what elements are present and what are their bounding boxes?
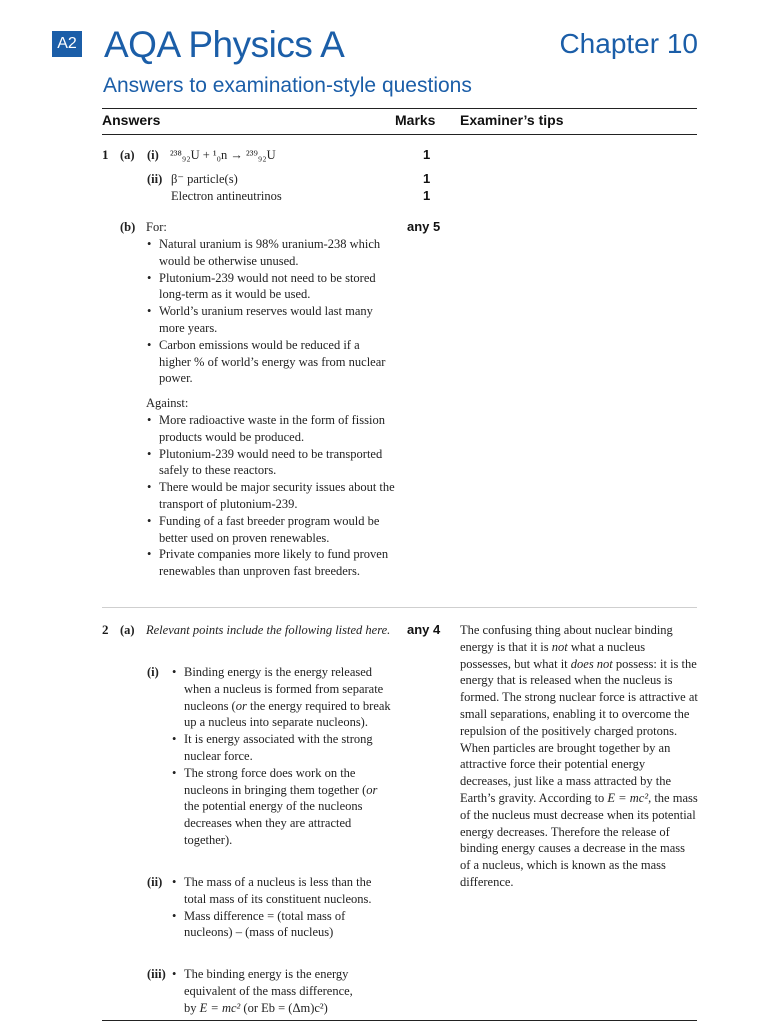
q2-a-i-list xyxy=(171,664,391,849)
list-item: • There would be major security issues about the transport of plutonium-239. xyxy=(146,479,396,513)
q1-a-i-label: (i) xyxy=(147,148,159,162)
q1-a-ii-line2: Electron antineutrinos xyxy=(171,189,282,203)
list-item: • The binding energy is the energy equivalent of the mass difference, by E = mc² (or Eb = (Δm)c²) xyxy=(171,966,391,1016)
list-item: • Funding of a fast breeder program would be better used on proven renewables. xyxy=(146,513,396,547)
q1-b-mark: any 5 xyxy=(407,219,441,234)
q2-examiner-tip: The confusing thing about nuclear binding energy is that it is not what a nucleus possesses, but what it does not possess: it is the energy that is released when the nucleus is formed. The strong nuclear force is attractive at small separations, enabling it to overcome the repulsion of the positively charged protons. When particles are brought together by an attractive force their potential energy decreases, just like a mass attracted by the Earth’s gravity. According to E = mc², the mass of the nucleus must decrease when its potential energy decreases. Therefore the release of binding energy causes a decrease in the mass of a nucleus, which is known as the mass difference. xyxy=(460,623,698,889)
list-item: • It is energy associated with the strong nuclear force. xyxy=(171,731,391,765)
col-answers-header: Answers xyxy=(102,112,161,128)
q1-b-against-list xyxy=(146,412,396,580)
q2-a-i-label: (i) xyxy=(147,665,159,679)
question-divider xyxy=(102,607,697,608)
brand-title: AQA Physics A xyxy=(104,24,345,65)
q1-a-ii-mark-1: 1 xyxy=(423,171,431,186)
q1-a-ii-label: (ii) xyxy=(147,172,163,186)
q2-a-iii-label: (iii) xyxy=(147,967,166,981)
q1-a-i-mark: 1 xyxy=(423,147,431,162)
page-bottom-rule xyxy=(102,1020,697,1021)
list-item: • Plutonium-239 would not need to be stored long-term as it would be used. xyxy=(146,270,394,304)
col-marks-header: Marks xyxy=(395,112,436,128)
list-item: • Carbon emissions would be reduced if a higher % of world’s energy was from nuclear power. xyxy=(146,337,394,387)
q2-a-iii-list xyxy=(171,966,391,1016)
q1-b-for-list xyxy=(146,236,394,387)
list-item: • More radioactive waste in the form of fission products would be produced. xyxy=(146,412,396,446)
header-top-rule xyxy=(102,108,697,109)
q1-a-ii-mark-2: 1 xyxy=(423,188,431,203)
list-item: • Plutonium-239 would need to be transported safely to these reactors. xyxy=(146,446,396,480)
q2-a-mark: any 4 xyxy=(407,622,441,637)
q1-b-for-label: For: xyxy=(146,220,167,234)
list-item: • World’s uranium reserves would last many more years. xyxy=(146,303,394,337)
col-tips-header: Examiner’s tips xyxy=(460,112,564,128)
q2-number: 2 xyxy=(102,622,109,637)
list-item: • The mass of a nucleus is less than the total mass of its constituent nucleons. xyxy=(171,874,391,908)
q1-b-label: (b) xyxy=(120,220,136,234)
q2-a-ii-label: (ii) xyxy=(147,875,163,889)
list-item: • Natural uranium is 98% uranium-238 which would be otherwise unused. xyxy=(146,236,394,270)
q1-a-ii-line1: β⁻ particle(s) xyxy=(171,172,238,186)
q1-number: 1 xyxy=(102,147,109,162)
q2-a-ii-list xyxy=(171,874,391,941)
q2-a-label: (a) xyxy=(120,623,135,637)
header-bottom-rule xyxy=(102,134,697,135)
q1-b-against-label: Against: xyxy=(146,396,189,410)
chapter-title: Chapter 10 xyxy=(559,28,698,59)
list-item: • The strong force does work on the nucleons in bringing them together (or the potential energy of the nucleons decreases when they are attracted together). xyxy=(171,765,391,849)
list-item: • Binding energy is the energy released when a nucleus is formed from separate nucleons (or the energy required to break up a nucleus into separate nucleons). xyxy=(171,664,391,731)
list-item: • Private companies more likely to fund proven renewables than unproven fast breeders. xyxy=(146,546,396,580)
list-item: • Mass difference = (total mass of nucleons) – (mass of nucleus) xyxy=(171,908,391,942)
level-badge: A2 xyxy=(52,31,82,57)
q2-a-intro: Relevant points include the following listed here. xyxy=(146,623,391,637)
page-subtitle: Answers to examination-style questions xyxy=(103,74,472,97)
q1-a-label: (a) xyxy=(120,148,135,162)
q1-a-i-equation: ²³⁸₉₂U + ¹₀n → ²³⁹₉₂U xyxy=(170,148,276,162)
